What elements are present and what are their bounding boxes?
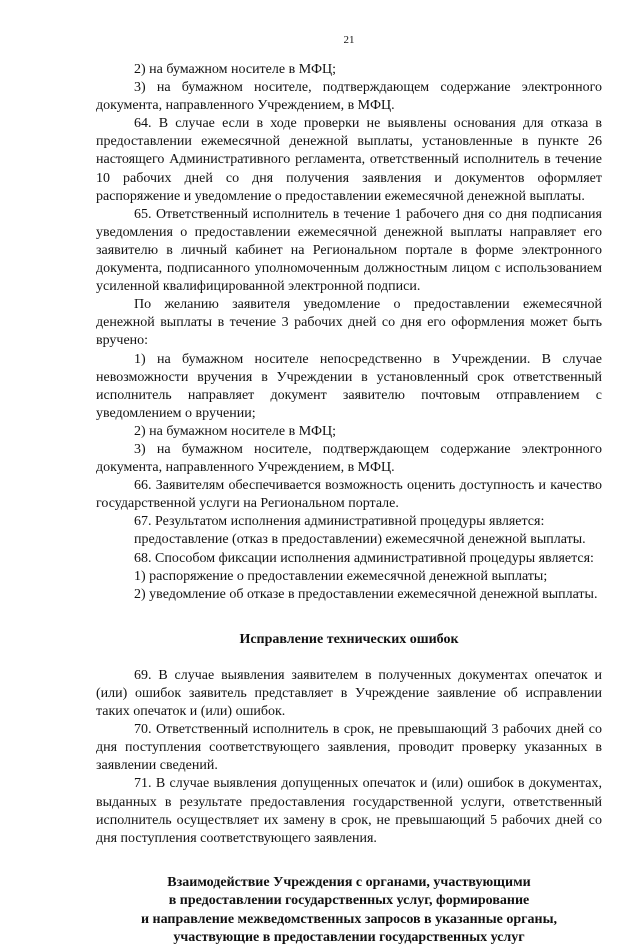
paragraph-67: 67. Результатом исполнения административной процедуры является:: [134, 514, 545, 530]
document-body: [96, 61, 602, 948]
paragraph-66: 66. Заявителям обеспечивается возможность оценить доступность и качество государственной услуги на Региональном портале.: [96, 478, 602, 512]
section-heading-technical-errors: Исправление технических ошибок: [239, 631, 459, 647]
section-heading-interaction: [96, 874, 602, 948]
heading-line: Взаимодействие Учреждения с органами, участвующими: [167, 874, 531, 890]
paragraph-65: 65. Ответственный исполнитель в течение 1 рабочего дня со дня подписания уведомления о предоставлении ежемесячной денежной выплаты направляет его заявителю в личный кабинет на Региональном портале в форме электронного документа, подписанного уполномоченным должностным лицом с использованием усиленной квалифицированной электронной подписи.: [96, 206, 602, 295]
paragraph-67-result: предоставление (отказ в предоставлении) ежемесячной денежной выплаты.: [134, 532, 586, 548]
paragraph-70: 70. Ответственный исполнитель в срок, не превышающий 3 рабочих дней со дня поступления соответствующего заявления, проводит проверку указанных в заявлении сведений.: [96, 722, 602, 774]
paragraph-71: 71. В случае выявления допущенных опечаток и (или) ошибок в документах, выданных в результате предоставления государственной услуги, ответственный исполнитель осуществляет их замену в срок, не превышающий 5 рабочих дней со дня поступления соответствующего заявления.: [96, 776, 602, 846]
page-number: 21: [343, 34, 355, 46]
paragraph-68-item-1: 1) распоряжение о предоставлении ежемесячной денежной выплаты;: [134, 568, 548, 584]
paragraph-delivery-intro: По желанию заявителя уведомление о предоставлении ежемесячной денежной выплаты в течение 3 рабочих дней со дня его оформления может быть вручено:: [96, 297, 602, 349]
heading-line: в предоставлении государственных услуг, формирование: [168, 893, 530, 909]
paragraph-68-item-2: 2) уведомление об отказе в предоставлении ежемесячной денежной выплаты.: [134, 586, 598, 602]
paragraph-delivery-item-2: 2) на бумажном носителе в МФЦ;: [134, 423, 337, 439]
paragraph-69: 69. В случае выявления заявителем в полученных документах опечаток и (или) ошибок заявитель представляет в Учреждение заявление об исправлении таких опечаток и (или) ошибок.: [96, 667, 602, 720]
paragraph-item-3-mfc: 3) на бумажном носителе, подтверждающем содержание электронного документа, направленного Учреждением, в МФЦ.: [96, 80, 602, 114]
paragraph-64: 64. В случае если в ходе проверки не выявлены основания для отказа в предоставлении ежемесячной денежной выплаты, установленные в пункте 26 настоящего Административного регламента, ответственный исполнитель в течение 10 рабочих дней со дня получения заявления и документов оформляет распоряжение и уведомление о предоставлении ежемесячной денежной выплаты.: [96, 116, 602, 204]
paragraph-68: 68. Способом фиксации исполнения административной процедуры является:: [134, 550, 594, 566]
heading-line: и направление межведомственных запросов в указанные органы,: [140, 911, 558, 927]
paragraph-item-2-mfc: 2) на бумажном носителе в МФЦ;: [134, 62, 337, 77]
paragraph-delivery-item-3: 3) на бумажном носителе, подтверждающем содержание электронного документа, направленного Учреждением, в МФЦ.: [96, 441, 602, 476]
paragraph-delivery-item-1: 1) на бумажном носителе непосредственно в Учреждении. В случае невозможности вручения в Учреждении в установленный срок ответственный исполнитель направляет документ заявителю почтовым отправлением с уведомлением о вручении;: [96, 351, 602, 421]
heading-line: участвующие в предоставлении государственных услуг: [173, 930, 525, 946]
